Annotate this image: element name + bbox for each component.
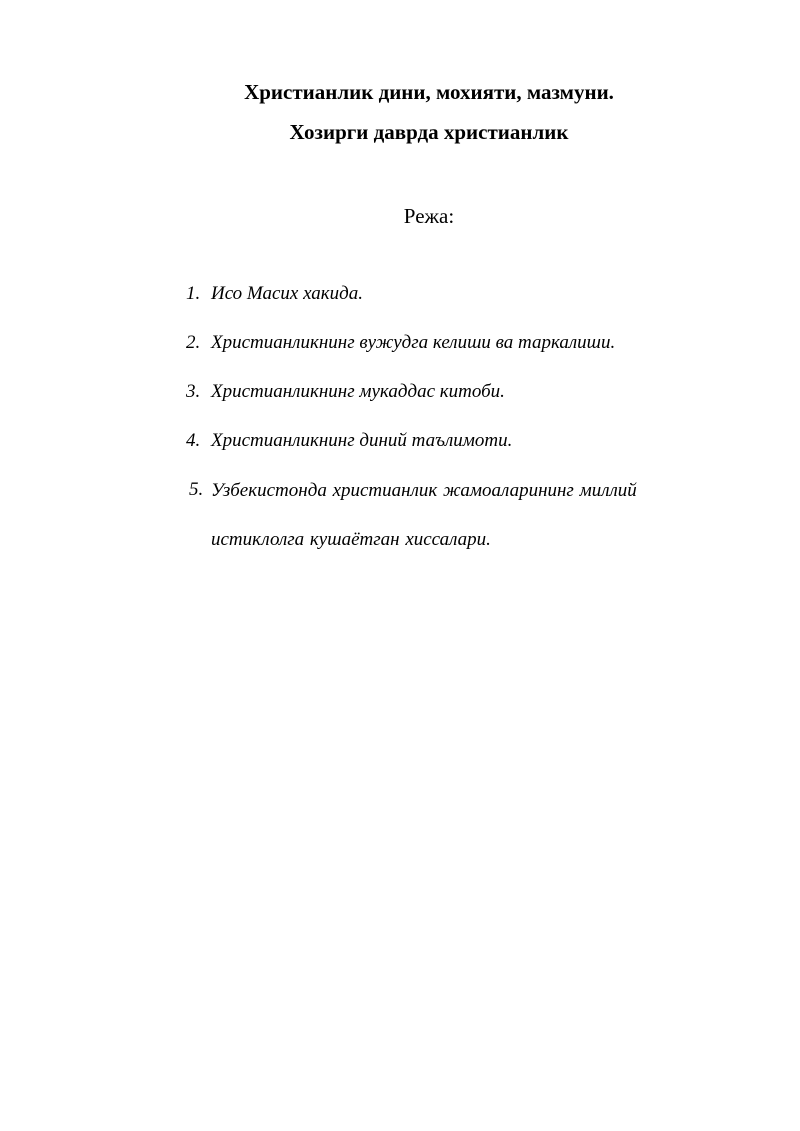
plan-heading: Режа: bbox=[403, 204, 455, 228]
title-line-1: Христианлик дини, мохияти, мазмуни. bbox=[244, 80, 614, 104]
title-line-2: Хозирги даврда христианлик bbox=[289, 120, 569, 144]
plan-item-number: 5. bbox=[189, 479, 204, 500]
plan-list bbox=[0, 280, 800, 574]
plan-item-text: Узбекистонда христианлик жамоаларининг миллий истиклолга кушаётган хиссалари. bbox=[211, 480, 637, 550]
plan-item-2 bbox=[0, 329, 800, 378]
plan-item-5 bbox=[0, 476, 800, 574]
plan-item-text: Христианликнинг мукаддас китоби. bbox=[211, 381, 505, 402]
plan-item-text: Христианликнинг диний таълимоти. bbox=[211, 430, 513, 451]
plan-item-number: 3. bbox=[186, 381, 201, 402]
plan-item-number: 2. bbox=[186, 332, 201, 353]
plan-item-1 bbox=[0, 280, 800, 329]
plan-item-3 bbox=[0, 378, 800, 427]
plan-item-text: Христианликнинг вужудга келиши ва таркалиши. bbox=[211, 332, 616, 353]
plan-item-number: 4. bbox=[186, 430, 201, 451]
plan-item-text: Исо Масих хакида. bbox=[211, 283, 364, 304]
plan-item-number: 1. bbox=[186, 283, 201, 304]
